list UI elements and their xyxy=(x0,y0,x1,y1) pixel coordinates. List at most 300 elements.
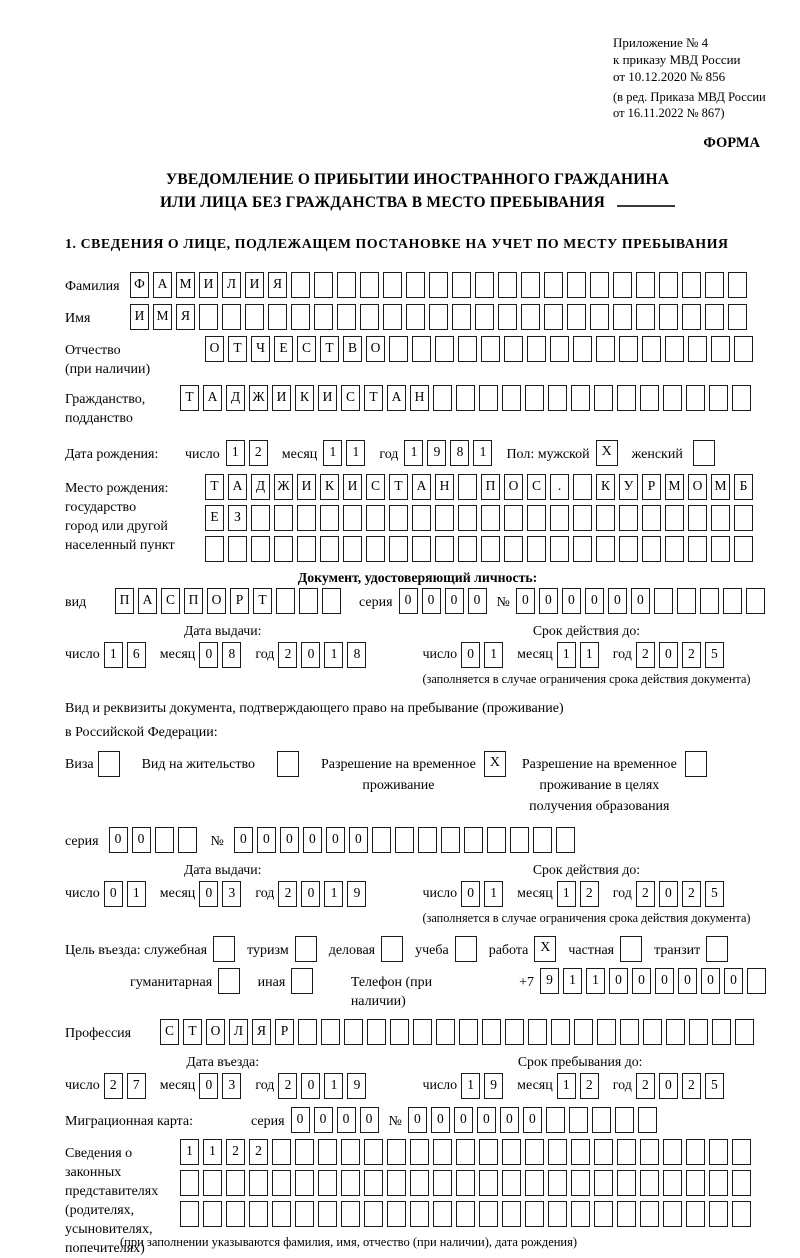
purpose-transit-checkbox[interactable] xyxy=(706,936,728,962)
cell[interactable]: Т xyxy=(364,385,383,411)
cell[interactable] xyxy=(366,505,385,531)
cell[interactable] xyxy=(456,1201,475,1227)
cell[interactable] xyxy=(615,1107,634,1133)
cell[interactable] xyxy=(596,505,615,531)
cell[interactable] xyxy=(617,1201,636,1227)
cell[interactable]: 2 xyxy=(682,881,701,907)
cell[interactable] xyxy=(640,1139,659,1165)
purpose-other-checkbox[interactable] xyxy=(291,968,313,994)
cell[interactable]: 1 xyxy=(580,642,599,668)
cell[interactable] xyxy=(389,336,408,362)
cell[interactable] xyxy=(569,1107,588,1133)
entry-month[interactable] xyxy=(199,1073,245,1099)
identity-expiry-year[interactable] xyxy=(636,642,728,668)
cell[interactable] xyxy=(452,304,471,330)
cell[interactable] xyxy=(502,1139,521,1165)
visa-checkbox[interactable] xyxy=(98,751,120,777)
cell[interactable] xyxy=(688,536,707,562)
cell[interactable]: 0 xyxy=(659,642,678,668)
cell[interactable] xyxy=(528,1019,547,1045)
cell[interactable] xyxy=(636,272,655,298)
cell[interactable] xyxy=(705,272,724,298)
identity-issue-year[interactable] xyxy=(278,642,370,668)
cell[interactable]: 2 xyxy=(278,642,297,668)
cell[interactable]: А xyxy=(153,272,172,298)
cell[interactable]: М xyxy=(665,474,684,500)
cell[interactable]: 2 xyxy=(278,881,297,907)
cell[interactable]: 0 xyxy=(701,968,720,994)
cell[interactable] xyxy=(732,1139,751,1165)
cell[interactable] xyxy=(544,272,563,298)
cell[interactable]: А xyxy=(203,385,222,411)
cell[interactable] xyxy=(318,1201,337,1227)
cell[interactable] xyxy=(481,505,500,531)
cell[interactable] xyxy=(735,1019,754,1045)
cell[interactable]: С xyxy=(366,474,385,500)
cell[interactable]: 0 xyxy=(234,827,253,853)
cell[interactable]: 0 xyxy=(516,588,535,614)
cell[interactable] xyxy=(459,1019,478,1045)
cell[interactable]: 0 xyxy=(609,968,628,994)
cell[interactable] xyxy=(617,1139,636,1165)
cell[interactable] xyxy=(682,304,701,330)
cell[interactable]: 1 xyxy=(104,642,123,668)
cell[interactable]: 2 xyxy=(226,1139,245,1165)
cell[interactable]: 9 xyxy=(347,881,366,907)
cell[interactable]: Ф xyxy=(130,272,149,298)
cell[interactable] xyxy=(619,336,638,362)
cell[interactable] xyxy=(481,336,500,362)
cell[interactable]: С xyxy=(297,336,316,362)
cell[interactable]: А xyxy=(138,588,157,614)
cell[interactable] xyxy=(613,304,632,330)
temp-residence-checkbox[interactable]: X xyxy=(484,751,506,777)
cell[interactable] xyxy=(510,827,529,853)
cell[interactable] xyxy=(298,1019,317,1045)
cell[interactable]: С xyxy=(341,385,360,411)
cell[interactable] xyxy=(504,536,523,562)
cell[interactable] xyxy=(276,588,295,614)
cell[interactable] xyxy=(527,536,546,562)
birth-place-line-3[interactable] xyxy=(205,536,757,562)
cell[interactable] xyxy=(458,474,477,500)
cell[interactable] xyxy=(360,272,379,298)
cell[interactable]: 1 xyxy=(127,881,146,907)
cell[interactable] xyxy=(155,827,174,853)
cell[interactable] xyxy=(504,505,523,531)
cell[interactable] xyxy=(228,536,247,562)
cell[interactable]: 0 xyxy=(724,968,743,994)
cell[interactable]: 0 xyxy=(659,1073,678,1099)
cell[interactable] xyxy=(502,385,521,411)
cell[interactable]: Т xyxy=(320,336,339,362)
cell[interactable]: М xyxy=(176,272,195,298)
cell[interactable]: С xyxy=(527,474,546,500)
cell[interactable] xyxy=(364,1201,383,1227)
cell[interactable] xyxy=(573,474,592,500)
cell[interactable] xyxy=(178,827,197,853)
cell[interactable]: И xyxy=(245,272,264,298)
cell[interactable]: З xyxy=(228,505,247,531)
cell[interactable]: 0 xyxy=(301,642,320,668)
cell[interactable]: 0 xyxy=(461,881,480,907)
cell[interactable] xyxy=(617,385,636,411)
cell[interactable] xyxy=(251,505,270,531)
cell[interactable]: Р xyxy=(275,1019,294,1045)
cell[interactable]: И xyxy=(199,272,218,298)
identity-issue-month[interactable] xyxy=(199,642,245,668)
cell[interactable]: Н xyxy=(410,385,429,411)
cell[interactable] xyxy=(688,505,707,531)
cell[interactable]: В xyxy=(343,336,362,362)
cell[interactable] xyxy=(525,385,544,411)
cell[interactable]: Е xyxy=(205,505,224,531)
cell[interactable] xyxy=(728,304,747,330)
cell[interactable] xyxy=(222,304,241,330)
cell[interactable] xyxy=(712,1019,731,1045)
cell[interactable] xyxy=(521,272,540,298)
cell[interactable] xyxy=(360,304,379,330)
cell[interactable]: С xyxy=(160,1019,179,1045)
cell[interactable] xyxy=(291,272,310,298)
cell[interactable] xyxy=(413,1019,432,1045)
cell[interactable]: 0 xyxy=(659,881,678,907)
cell[interactable] xyxy=(337,304,356,330)
phone-field[interactable] xyxy=(540,968,770,994)
cell[interactable]: И xyxy=(318,385,337,411)
cell[interactable]: 0 xyxy=(468,588,487,614)
cell[interactable]: 6 xyxy=(127,642,146,668)
cell[interactable] xyxy=(475,304,494,330)
cell[interactable] xyxy=(249,1170,268,1196)
cell[interactable] xyxy=(502,1170,521,1196)
representatives-line-1[interactable] xyxy=(180,1139,755,1165)
cell[interactable]: О xyxy=(366,336,385,362)
cell[interactable] xyxy=(709,1139,728,1165)
cell[interactable]: 1 xyxy=(557,642,576,668)
cell[interactable]: 2 xyxy=(249,440,268,466)
cell[interactable] xyxy=(734,505,753,531)
cell[interactable]: Т xyxy=(228,336,247,362)
cell[interactable] xyxy=(654,588,673,614)
cell[interactable] xyxy=(728,272,747,298)
cell[interactable] xyxy=(711,336,730,362)
cell[interactable] xyxy=(487,827,506,853)
cell[interactable]: 9 xyxy=(540,968,559,994)
cell[interactable] xyxy=(456,1139,475,1165)
cell[interactable] xyxy=(665,536,684,562)
entry-day[interactable] xyxy=(104,1073,150,1099)
cell[interactable]: 2 xyxy=(580,881,599,907)
cell[interactable] xyxy=(686,385,705,411)
cell[interactable] xyxy=(268,304,287,330)
cell[interactable] xyxy=(638,1107,657,1133)
cell[interactable] xyxy=(571,385,590,411)
cell[interactable] xyxy=(732,1170,751,1196)
cell[interactable] xyxy=(412,505,431,531)
female-checkbox[interactable] xyxy=(693,440,715,466)
doc-type-field[interactable] xyxy=(115,588,345,614)
cell[interactable] xyxy=(544,304,563,330)
migration-series-field[interactable] xyxy=(291,1107,383,1133)
cell[interactable]: Ж xyxy=(249,385,268,411)
cell[interactable] xyxy=(505,1019,524,1045)
cell[interactable]: Н xyxy=(435,474,454,500)
cell[interactable]: 0 xyxy=(655,968,674,994)
cell[interactable] xyxy=(550,505,569,531)
cell[interactable]: 0 xyxy=(631,588,650,614)
cell[interactable]: М xyxy=(153,304,172,330)
entry-year[interactable] xyxy=(278,1073,370,1099)
doc-number-field[interactable] xyxy=(516,588,769,614)
cell[interactable]: Ч xyxy=(251,336,270,362)
purpose-humanitarian-checkbox[interactable] xyxy=(218,968,240,994)
cell[interactable]: К xyxy=(295,385,314,411)
purpose-tourism-checkbox[interactable] xyxy=(295,936,317,962)
cell[interactable]: 1 xyxy=(324,1073,343,1099)
cell[interactable] xyxy=(594,385,613,411)
cell[interactable]: У xyxy=(619,474,638,500)
cell[interactable] xyxy=(366,536,385,562)
cell[interactable] xyxy=(525,1170,544,1196)
cell[interactable]: 2 xyxy=(249,1139,268,1165)
cell[interactable] xyxy=(295,1201,314,1227)
cell[interactable] xyxy=(567,304,586,330)
cell[interactable]: И xyxy=(297,474,316,500)
purpose-private-checkbox[interactable] xyxy=(620,936,642,962)
cell[interactable]: 0 xyxy=(562,588,581,614)
cell[interactable] xyxy=(705,304,724,330)
cell[interactable] xyxy=(642,505,661,531)
cell[interactable]: 0 xyxy=(199,642,218,668)
cell[interactable] xyxy=(433,385,452,411)
cell[interactable]: Т xyxy=(183,1019,202,1045)
cell[interactable] xyxy=(548,385,567,411)
cell[interactable] xyxy=(433,1139,452,1165)
cell[interactable] xyxy=(274,536,293,562)
cell[interactable] xyxy=(592,1107,611,1133)
cell[interactable] xyxy=(436,1019,455,1045)
cell[interactable]: И xyxy=(272,385,291,411)
cell[interactable] xyxy=(318,1139,337,1165)
cell[interactable]: 8 xyxy=(222,642,241,668)
cell[interactable]: М xyxy=(711,474,730,500)
cell[interactable]: 0 xyxy=(585,588,604,614)
cell[interactable] xyxy=(464,827,483,853)
cell[interactable] xyxy=(433,1170,452,1196)
cell[interactable]: 0 xyxy=(500,1107,519,1133)
cell[interactable] xyxy=(734,336,753,362)
cell[interactable] xyxy=(344,1019,363,1045)
cell[interactable] xyxy=(412,336,431,362)
representatives-line-3[interactable] xyxy=(180,1201,755,1227)
cell[interactable] xyxy=(389,505,408,531)
cell[interactable] xyxy=(299,588,318,614)
cell[interactable] xyxy=(321,1019,340,1045)
cell[interactable] xyxy=(291,304,310,330)
cell[interactable] xyxy=(642,336,661,362)
cell[interactable] xyxy=(746,588,765,614)
stay-until-month[interactable] xyxy=(557,1073,603,1099)
cell[interactable] xyxy=(203,1170,222,1196)
cell[interactable] xyxy=(574,1019,593,1045)
cell[interactable] xyxy=(502,1201,521,1227)
cell[interactable] xyxy=(406,304,425,330)
cell[interactable]: 7 xyxy=(127,1073,146,1099)
cell[interactable] xyxy=(435,336,454,362)
cell[interactable] xyxy=(567,272,586,298)
cell[interactable] xyxy=(682,272,701,298)
cell[interactable] xyxy=(525,1139,544,1165)
cell[interactable] xyxy=(226,1170,245,1196)
cell[interactable] xyxy=(341,1201,360,1227)
cell[interactable] xyxy=(203,1201,222,1227)
cell[interactable]: 5 xyxy=(705,1073,724,1099)
cell[interactable] xyxy=(711,505,730,531)
cell[interactable] xyxy=(387,1139,406,1165)
cell[interactable] xyxy=(295,1139,314,1165)
cell[interactable]: Т xyxy=(205,474,224,500)
cell[interactable]: 0 xyxy=(445,588,464,614)
cell[interactable] xyxy=(613,272,632,298)
cell[interactable] xyxy=(617,1170,636,1196)
cell[interactable] xyxy=(458,336,477,362)
cell[interactable] xyxy=(594,1201,613,1227)
cell[interactable]: П xyxy=(184,588,203,614)
cell[interactable] xyxy=(429,304,448,330)
cell[interactable]: Я xyxy=(268,272,287,298)
cell[interactable] xyxy=(550,336,569,362)
cell[interactable] xyxy=(337,272,356,298)
cell[interactable]: 0 xyxy=(608,588,627,614)
cell[interactable]: 0 xyxy=(301,1073,320,1099)
cell[interactable]: 2 xyxy=(682,1073,701,1099)
cell[interactable]: 0 xyxy=(399,588,418,614)
cell[interactable] xyxy=(320,505,339,531)
stay-until-day[interactable] xyxy=(461,1073,507,1099)
cell[interactable] xyxy=(364,1170,383,1196)
cell[interactable]: С xyxy=(161,588,180,614)
cell[interactable] xyxy=(533,827,552,853)
cell[interactable] xyxy=(364,1139,383,1165)
cell[interactable] xyxy=(556,827,575,853)
cell[interactable] xyxy=(458,505,477,531)
cell[interactable]: 0 xyxy=(301,881,320,907)
cell[interactable] xyxy=(711,536,730,562)
profession-field[interactable] xyxy=(160,1019,758,1045)
cell[interactable]: К xyxy=(596,474,615,500)
cell[interactable] xyxy=(640,1170,659,1196)
cell[interactable]: 0 xyxy=(104,881,123,907)
cell[interactable]: 0 xyxy=(523,1107,542,1133)
cell[interactable]: 0 xyxy=(199,1073,218,1099)
cell[interactable] xyxy=(590,272,609,298)
cell[interactable] xyxy=(372,827,391,853)
cell[interactable]: 1 xyxy=(203,1139,222,1165)
cell[interactable]: 0 xyxy=(291,1107,310,1133)
cell[interactable]: 1 xyxy=(404,440,423,466)
cell[interactable] xyxy=(498,272,517,298)
stay-issue-year[interactable] xyxy=(278,881,370,907)
cell[interactable] xyxy=(479,385,498,411)
cell[interactable]: Я xyxy=(252,1019,271,1045)
stay-number-field[interactable] xyxy=(234,827,579,853)
doc-series-field[interactable] xyxy=(399,588,491,614)
cell[interactable] xyxy=(596,336,615,362)
cell[interactable]: И xyxy=(343,474,362,500)
cell[interactable]: 0 xyxy=(632,968,651,994)
cell[interactable]: Я xyxy=(176,304,195,330)
cell[interactable]: 0 xyxy=(349,827,368,853)
cell[interactable]: 2 xyxy=(278,1073,297,1099)
cell[interactable] xyxy=(482,1019,501,1045)
cell[interactable] xyxy=(314,272,333,298)
stay-expiry-day[interactable] xyxy=(461,881,507,907)
cell[interactable] xyxy=(689,1019,708,1045)
cell[interactable]: 2 xyxy=(636,1073,655,1099)
cell[interactable]: 2 xyxy=(636,642,655,668)
cell[interactable] xyxy=(180,1201,199,1227)
cell[interactable]: 8 xyxy=(347,642,366,668)
migration-number-field[interactable] xyxy=(408,1107,661,1133)
cell[interactable] xyxy=(597,1019,616,1045)
purpose-study-checkbox[interactable] xyxy=(455,936,477,962)
cell[interactable]: . xyxy=(550,474,569,500)
cell[interactable] xyxy=(297,505,316,531)
cell[interactable]: 0 xyxy=(314,1107,333,1133)
cell[interactable] xyxy=(571,1170,590,1196)
cell[interactable]: 0 xyxy=(326,827,345,853)
cell[interactable] xyxy=(643,1019,662,1045)
cell[interactable] xyxy=(274,505,293,531)
cell[interactable] xyxy=(732,1201,751,1227)
cell[interactable] xyxy=(663,1170,682,1196)
cell[interactable]: 3 xyxy=(222,1073,241,1099)
cell[interactable] xyxy=(686,1170,705,1196)
cell[interactable] xyxy=(663,385,682,411)
cell[interactable] xyxy=(723,588,742,614)
firstname-field[interactable] xyxy=(130,304,751,330)
cell[interactable]: 0 xyxy=(303,827,322,853)
cell[interactable] xyxy=(341,1139,360,1165)
cell[interactable]: А xyxy=(387,385,406,411)
cell[interactable]: 1 xyxy=(180,1139,199,1165)
cell[interactable] xyxy=(734,536,753,562)
cell[interactable] xyxy=(410,1170,429,1196)
cell[interactable] xyxy=(456,1170,475,1196)
cell[interactable]: Л xyxy=(222,272,241,298)
cell[interactable]: И xyxy=(130,304,149,330)
stay-issue-day[interactable] xyxy=(104,881,150,907)
cell[interactable] xyxy=(571,1139,590,1165)
cell[interactable] xyxy=(546,1107,565,1133)
cell[interactable]: Ж xyxy=(274,474,293,500)
cell[interactable] xyxy=(659,304,678,330)
cell[interactable]: 0 xyxy=(408,1107,427,1133)
cell[interactable] xyxy=(410,1201,429,1227)
cell[interactable]: 1 xyxy=(324,881,343,907)
cell[interactable] xyxy=(452,272,471,298)
cell[interactable] xyxy=(665,336,684,362)
cell[interactable]: 0 xyxy=(132,827,151,853)
cell[interactable] xyxy=(548,1170,567,1196)
cell[interactable] xyxy=(548,1139,567,1165)
birth-place-line-1[interactable] xyxy=(205,474,757,500)
cell[interactable] xyxy=(709,1201,728,1227)
representatives-line-2[interactable] xyxy=(180,1170,755,1196)
cell[interactable]: О xyxy=(207,588,226,614)
cell[interactable] xyxy=(456,385,475,411)
